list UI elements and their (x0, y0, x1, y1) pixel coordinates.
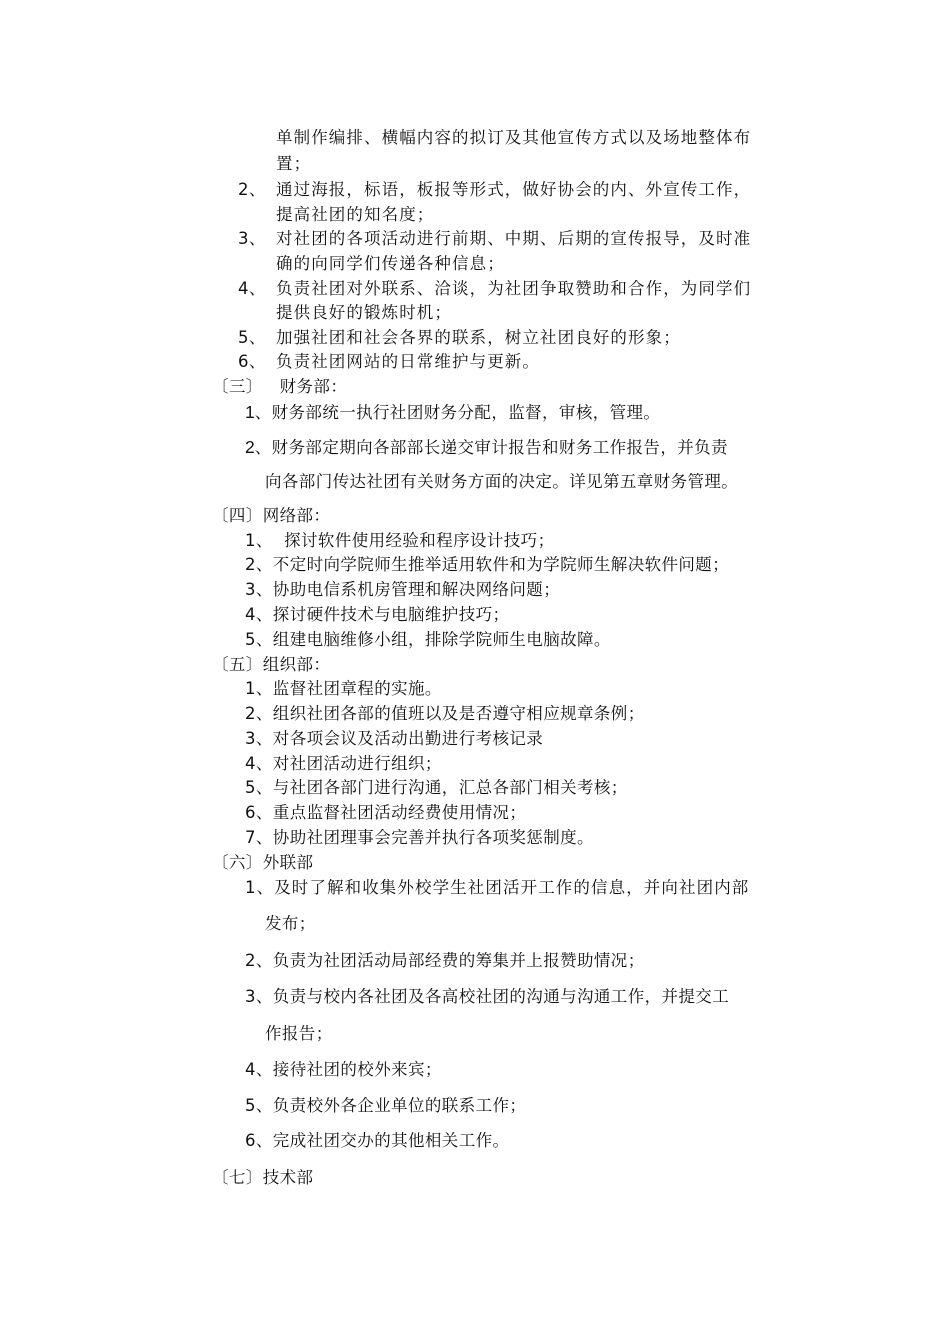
list-item: 4、接待社团的校外来宾； (245, 1060, 442, 1079)
list-item: 5、与社团各部门进行沟通，汇总各部门相关考核； (245, 778, 628, 797)
section-heading: 〔三〕 财务部： (212, 377, 348, 396)
list-item-continuation: 提供良好的锻炼时机； (276, 303, 452, 322)
list-number: 2 (245, 437, 255, 457)
list-item: 3、负责与校内各社团及各高校社团的沟通与沟通工作，并提交工 (245, 987, 730, 1006)
list-number: 2、 (238, 180, 266, 199)
list-item-continuation: 提高社团的知名度； (276, 205, 435, 224)
paragraph-line: 单制作编排、横幅内容的拟订及其他宣传方式以及场地整体布 (276, 128, 752, 147)
list-item: 1、 探讨软件使用经验和程序设计技巧； (245, 531, 555, 550)
list-item-continuation: 向各部门传达社团有关财务方面的决定。详见第五章财务管理。 (265, 472, 739, 491)
list-item: 1、监督社团章程的实施。 (245, 679, 442, 698)
list-item: 加强社团和社会各界的联系，树立社团良好的形象； (276, 328, 681, 347)
list-item: 5、负责校外各企业单位的联系工作； (245, 1096, 527, 1115)
list-item-continuation: 作报告； (265, 1024, 333, 1043)
list-item: 6、完成社团交办的其他相关工作。 (245, 1131, 510, 1150)
list-item: 7、协助社团理事会完善并执行各项奖惩制度。 (245, 828, 594, 847)
list-item: 1、及时了解和收集外校学生社团活开工作的信息，并向社团内部 (245, 878, 750, 897)
list-item: 3、对各项会议及活动出勤进行考核记录 (245, 729, 544, 748)
list-item: 3、协助电信系机房管理和解决网络问题； (245, 580, 561, 599)
section-heading: 〔七〕技术部 (212, 1168, 314, 1187)
list-item (245, 401, 660, 424)
list-item-continuation: 发布； (265, 914, 316, 933)
list-item: 2、负责为社团活动局部经费的筹集并上报赞助情况； (245, 951, 645, 970)
list-item-text: 、财务部定期向各部部长递交审计报告和财务工作报告，并负责 (254, 438, 728, 457)
list-item: 4、探讨硬件技术与电脑维护技巧； (245, 605, 510, 624)
list-item-text: 、财务部统一执行社团财务分配，监督，审核，管理。 (254, 403, 661, 422)
list-item: 负责社团对外联系、洽谈，为社团争取赞助和合作，为同学们 (276, 279, 752, 298)
list-item: 4、对社团活动进行组织； (245, 754, 442, 773)
list-item: 2、不定时向学院师生推举适用软件和为学院师生解决软件问题； (245, 555, 730, 574)
list-number: 4、 (238, 279, 266, 298)
list-item: 对社团的各项活动进行前期、中期、后期的宣传报导，及时准 (276, 229, 752, 248)
section-heading: 〔四〕网络部： (212, 506, 331, 525)
section-heading: 〔五〕组织部： (212, 655, 331, 674)
list-number: 1 (245, 402, 255, 422)
paragraph-line: 置； (276, 154, 312, 173)
list-item: 5、组建电脑维修小组，排除学院师生电脑故障。 (245, 630, 611, 649)
list-item: 2、组织社团各部的值班以及是否遵守相应规章条例； (245, 704, 645, 723)
list-item: 6、重点监督社团活动经费使用情况； (245, 803, 527, 822)
list-item-continuation: 确的向同学们传递各种信息； (276, 254, 505, 273)
section-heading: 〔六〕外联部 (212, 853, 314, 872)
list-number: 3、 (238, 229, 266, 248)
list-item: 通过海报，标语，板报等形式，做好协会的内、外宣传工作， (276, 180, 752, 199)
list-number: 5、 (238, 328, 266, 347)
list-item (245, 436, 728, 459)
list-item: 负责社团网站的日常维护与更新。 (276, 352, 540, 371)
list-number: 6、 (238, 352, 266, 371)
